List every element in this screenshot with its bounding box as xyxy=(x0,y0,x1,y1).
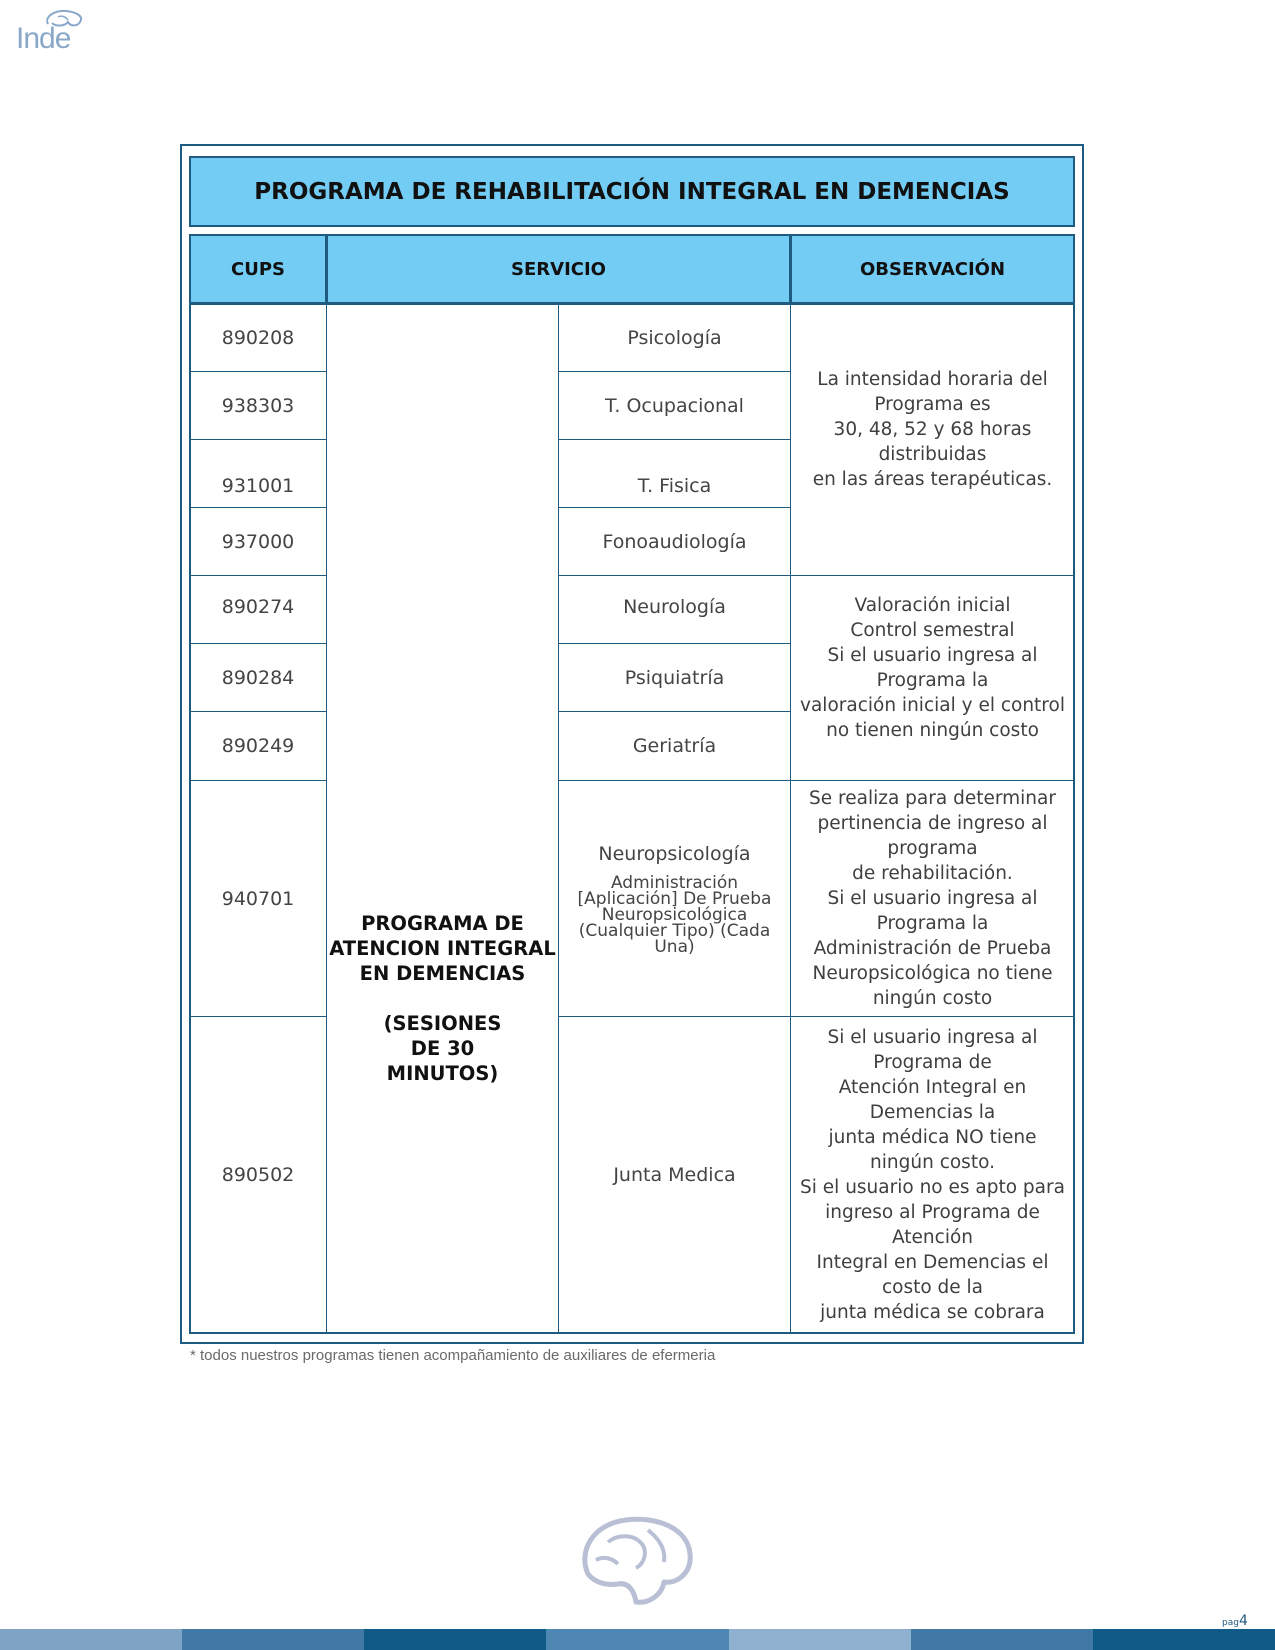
cups-code: 890284 xyxy=(189,643,327,712)
obs-line: ningún costo xyxy=(872,988,993,1009)
obs-line: La intensidad horaria del xyxy=(817,369,1048,390)
footer-bar xyxy=(546,1629,728,1650)
service-cell: Psicología xyxy=(558,303,791,372)
obs-line: 30, 48, 52 y 68 horas xyxy=(833,419,1032,440)
inde-logo xyxy=(16,8,78,58)
service-cell: Neurología xyxy=(558,575,791,644)
obs-line: Atención xyxy=(891,1227,974,1248)
footer-bar xyxy=(0,1629,182,1650)
obs-line: Demencias la xyxy=(869,1102,996,1123)
obs-line: costo de la xyxy=(881,1277,984,1298)
cups-code: 940701 xyxy=(189,780,327,1017)
cups-code: 931001 xyxy=(189,439,327,508)
obs-line: Programa es xyxy=(874,394,991,415)
program-line: MINUTOS) xyxy=(386,1062,499,1085)
footer-bar xyxy=(182,1629,364,1650)
service-cell: Junta Medica xyxy=(558,1016,791,1334)
observation-cell xyxy=(790,303,1075,576)
footer-color-bars xyxy=(0,1629,1275,1650)
service-name: Neuropsicología xyxy=(598,842,751,865)
page-number xyxy=(1222,1610,1248,1629)
cups-code: 937000 xyxy=(189,507,327,576)
service-cell: T. Ocupacional xyxy=(558,371,791,440)
obs-line: distribuidas xyxy=(878,444,987,465)
obs-line: ningún costo. xyxy=(870,1152,995,1173)
obs-line: junta médica se cobrara xyxy=(820,1302,1045,1323)
page-label: pag xyxy=(1222,1618,1239,1628)
footer-bar xyxy=(729,1629,911,1650)
service-cell: T. Fisica xyxy=(558,439,791,508)
footer-bar xyxy=(911,1629,1093,1650)
observation-cell xyxy=(790,780,1075,1017)
program-line: EN DEMENCIAS xyxy=(359,962,526,985)
obs-line: Neuropsicológica no tiene xyxy=(812,963,1053,984)
obs-line: Administración de Prueba xyxy=(813,938,1052,959)
header-observacion: OBSERVACIÓN xyxy=(790,234,1075,304)
obs-line: Si el usuario ingresa al xyxy=(827,1027,1038,1048)
obs-line: Si el usuario no es apto para xyxy=(800,1177,1065,1198)
obs-line: Programa la xyxy=(876,670,989,691)
observation-cell xyxy=(790,1016,1075,1334)
program-line: PROGRAMA DE xyxy=(361,912,524,935)
obs-line: Integral en Demencias el xyxy=(816,1252,1049,1273)
cups-code: 890502 xyxy=(189,1016,327,1334)
service-cell: Geriatría xyxy=(558,711,791,781)
obs-line: Si el usuario ingresa al xyxy=(827,645,1038,666)
cups-code: 938303 xyxy=(189,371,327,440)
footnote: * todos nuestros programas tienen acompañamiento de auxiliares de efermeria xyxy=(190,1347,716,1364)
program-line: (SESIONES xyxy=(383,1012,502,1035)
brain-watermark-icon xyxy=(578,1512,696,1608)
service-cell: Fonoaudiología xyxy=(558,507,791,576)
obs-line: Programa la xyxy=(876,913,989,934)
obs-line: Atención Integral en xyxy=(838,1077,1027,1098)
obs-line: Control semestral xyxy=(850,620,1015,641)
footer-bar xyxy=(1093,1629,1275,1650)
obs-line: no tienen ningún costo xyxy=(826,720,1039,741)
obs-line: Se realiza para determinar xyxy=(809,788,1056,809)
obs-line: junta médica NO tiene xyxy=(828,1127,1037,1148)
obs-line: ingreso al Programa de xyxy=(825,1202,1040,1223)
obs-line: valoración inicial y el control xyxy=(800,695,1065,716)
program-table xyxy=(189,234,1075,1334)
header-servicio: SERVICIO xyxy=(326,234,791,304)
obs-line: Programa de xyxy=(873,1052,992,1073)
footer-bar xyxy=(364,1629,546,1650)
table-title: PROGRAMA DE REHABILITACIÓN INTEGRAL EN DEMENCIAS xyxy=(189,156,1075,227)
observation-cell xyxy=(790,575,1075,781)
brain-logo-icon xyxy=(42,8,90,30)
obs-line: Si el usuario ingresa al xyxy=(827,888,1038,909)
logo-text: Inde xyxy=(16,22,71,55)
obs-line: pertinencia de ingreso al xyxy=(817,813,1048,834)
service-subtext: Administración [Aplicación] De Prueba Neuropsicológica (Cualquier Tipo) (Cada Una) xyxy=(577,872,772,957)
cups-code: 890274 xyxy=(189,575,327,644)
obs-line: programa xyxy=(887,838,978,859)
obs-line: en las áreas terapéuticas. xyxy=(812,469,1053,490)
program-name-cell xyxy=(326,303,559,1334)
obs-line: Valoración inicial xyxy=(854,595,1011,616)
cups-code: 890208 xyxy=(189,303,327,372)
service-cell-neuropsicologia xyxy=(558,780,791,1017)
cups-code: 890249 xyxy=(189,711,327,781)
obs-line: de rehabilitación. xyxy=(852,863,1013,884)
header-cups: CUPS xyxy=(189,234,327,304)
program-line: DE 30 xyxy=(410,1037,475,1060)
program-line: ATENCION INTEGRAL xyxy=(329,937,556,960)
page-value: 4 xyxy=(1238,1613,1248,1629)
service-cell: Psiquiatría xyxy=(558,643,791,712)
